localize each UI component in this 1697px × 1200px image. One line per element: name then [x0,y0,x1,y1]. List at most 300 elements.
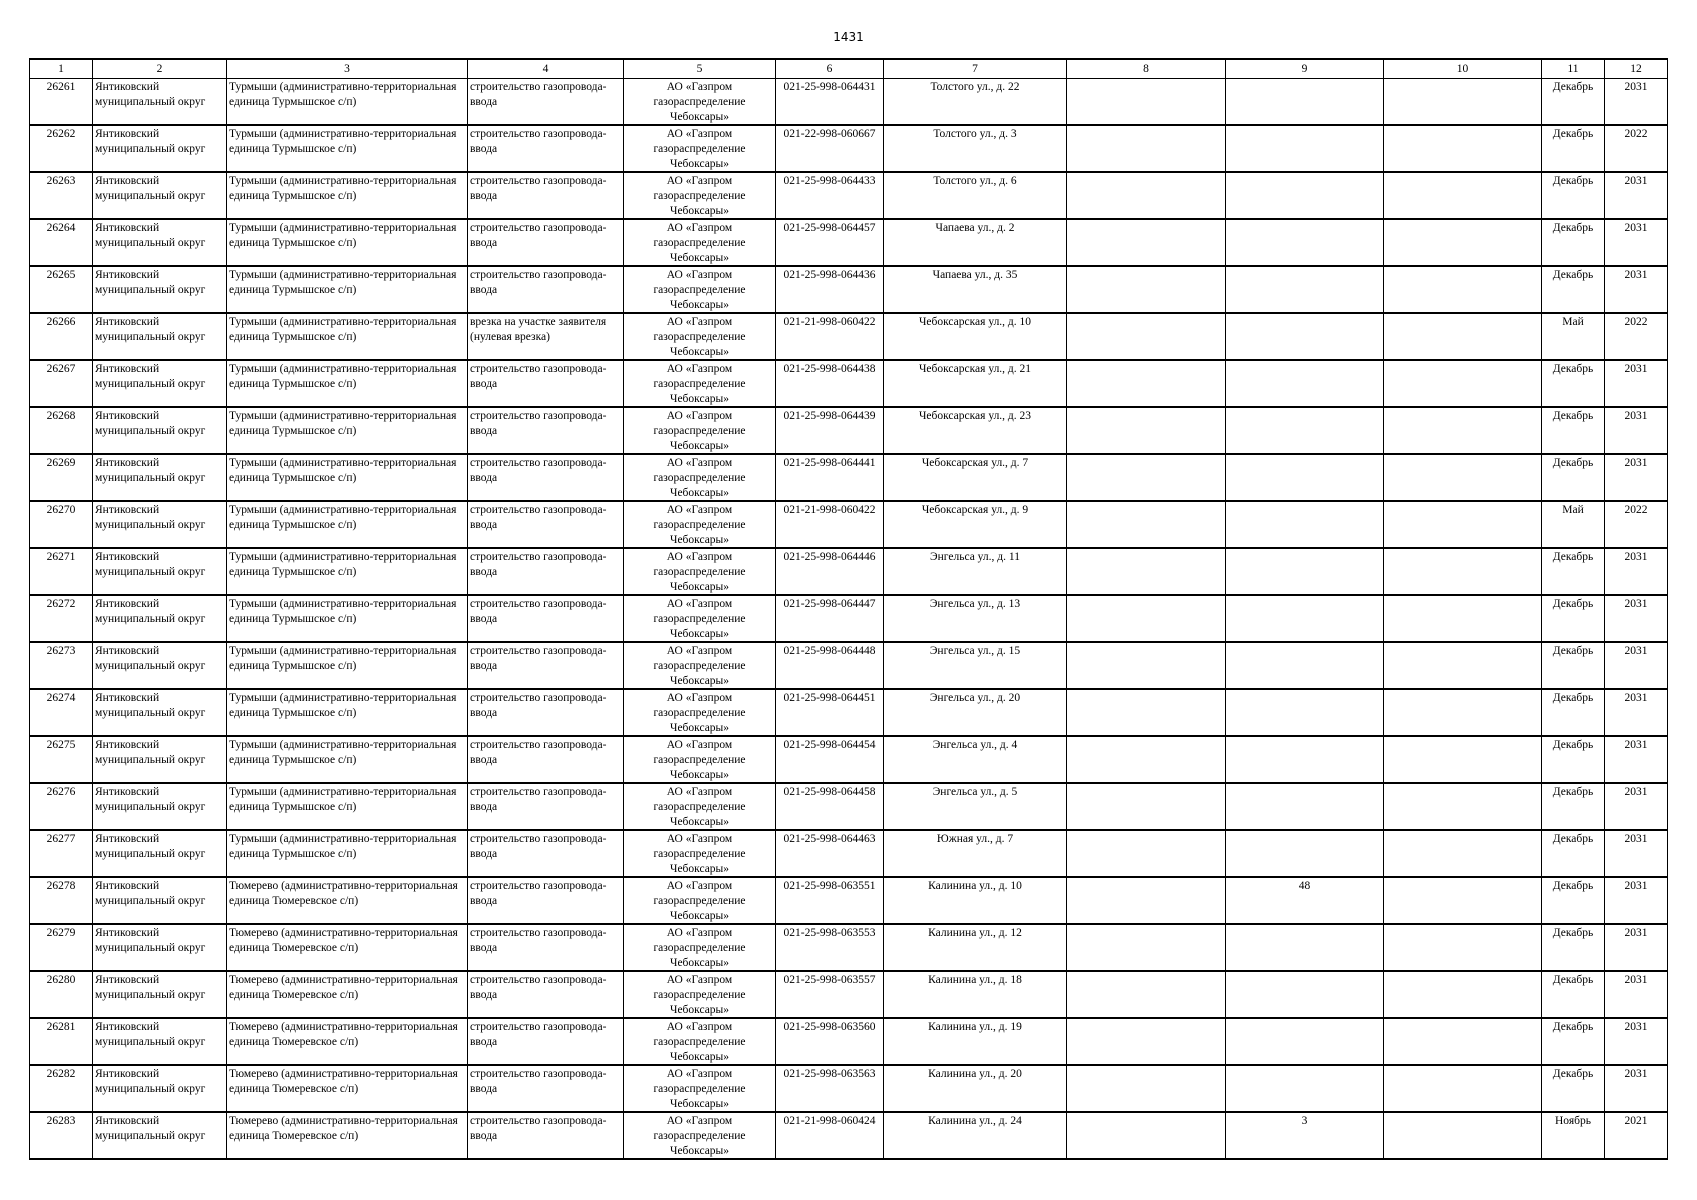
settlement-cell: Турмыши (административно-территориальная единица Турмышское с/п) [227,642,468,689]
month-cell: Декабрь [1542,266,1605,313]
organization-cell [624,548,776,595]
column-9-cell [1226,407,1384,454]
address-cell: Калинина ул., д. 18 [884,971,1067,1018]
row-number-cell: 26273 [30,642,93,689]
year-cell: 2022 [1605,313,1668,360]
district-cell: Янтиковский муниципальный округ [93,642,227,689]
organization-text: АО «Газпром газораспределение Чебоксары» [653,739,746,781]
organization-cell [624,924,776,971]
organization-cell [624,1065,776,1112]
table-row [30,971,1668,1018]
address-cell: Чапаева ул., д. 35 [884,266,1067,313]
column-10-cell [1384,1065,1542,1112]
column-10-cell [1384,548,1542,595]
column-9-cell [1226,313,1384,360]
table-row [30,642,1668,689]
organization-cell [624,219,776,266]
table-row [30,1065,1668,1112]
address-cell: Чебоксарская ул., д. 10 [884,313,1067,360]
district-cell: Янтиковский муниципальный округ [93,924,227,971]
code-cell: 021-25-998-064433 [776,172,884,219]
column-8-cell [1067,219,1226,266]
organization-cell [624,125,776,172]
row-number-cell: 26272 [30,595,93,642]
year-cell: 2031 [1605,548,1668,595]
organization-text: АО «Газпром газораспределение Чебоксары» [653,692,746,734]
year-cell: 2031 [1605,1065,1668,1112]
district-cell: Янтиковский муниципальный округ [93,219,227,266]
address-cell: Чебоксарская ул., д. 23 [884,407,1067,454]
settlement-cell: Тюмерево (административно-территориальная единица Тюмеревское с/п) [227,924,468,971]
column-header: 7 [884,59,1067,79]
table-row [30,501,1668,548]
column-10-cell [1384,736,1542,783]
district-cell: Янтиковский муниципальный округ [93,830,227,877]
district-cell: Янтиковский муниципальный округ [93,1112,227,1159]
address-cell: Чебоксарская ул., д. 7 [884,454,1067,501]
column-9-cell [1226,79,1384,126]
organization-text: АО «Газпром газораспределение Чебоксары» [653,128,746,170]
year-cell: 2031 [1605,924,1668,971]
district-cell: Янтиковский муниципальный округ [93,407,227,454]
address-cell: Калинина ул., д. 24 [884,1112,1067,1159]
organization-text: АО «Газпром газораспределение Чебоксары» [653,222,746,264]
district-cell: Янтиковский муниципальный округ [93,1065,227,1112]
address-cell: Энгельса ул., д. 5 [884,783,1067,830]
row-number-cell: 26280 [30,971,93,1018]
row-number-cell: 26265 [30,266,93,313]
organization-text: АО «Газпром газораспределение Чебоксары» [653,457,746,499]
code-cell: 021-25-998-064458 [776,783,884,830]
row-number-cell: 26262 [30,125,93,172]
column-10-cell [1384,1112,1542,1159]
table-row [30,407,1668,454]
work-type-cell: строительство газопровода-ввода [468,548,624,595]
settlement-cell: Турмыши (административно-территориальная единица Турмышское с/п) [227,736,468,783]
month-cell: Декабрь [1542,689,1605,736]
address-cell: Чапаева ул., д. 2 [884,219,1067,266]
row-number-cell: 26276 [30,783,93,830]
column-10-cell [1384,595,1542,642]
address-cell: Калинина ул., д. 20 [884,1065,1067,1112]
organization-text: АО «Газпром газораспределение Чебоксары» [653,551,746,593]
month-cell: Декабрь [1542,79,1605,126]
code-cell: 021-22-998-060667 [776,125,884,172]
organization-text: АО «Газпром газораспределение Чебоксары» [653,81,746,123]
column-8-cell [1067,736,1226,783]
year-cell: 2031 [1605,595,1668,642]
table-row [30,1112,1668,1159]
organization-cell [624,1112,776,1159]
code-cell: 021-25-998-064454 [776,736,884,783]
work-type-cell: строительство газопровода-ввода [468,407,624,454]
work-type-cell: строительство газопровода-ввода [468,1018,624,1065]
month-cell: Декабрь [1542,783,1605,830]
organization-text: АО «Газпром газораспределение Чебоксары» [653,316,746,358]
table-row [30,736,1668,783]
row-number-cell: 26264 [30,219,93,266]
column-8-cell [1067,360,1226,407]
code-cell: 021-21-998-060424 [776,1112,884,1159]
organization-cell [624,783,776,830]
district-cell: Янтиковский муниципальный округ [93,79,227,126]
month-cell: Декабрь [1542,971,1605,1018]
table-row [30,877,1668,924]
column-8-cell [1067,172,1226,219]
column-header: 9 [1226,59,1384,79]
code-cell: 021-21-998-060422 [776,501,884,548]
column-8-cell [1067,501,1226,548]
row-number-cell: 26263 [30,172,93,219]
month-cell: Декабрь [1542,407,1605,454]
organization-cell [624,454,776,501]
year-cell: 2031 [1605,79,1668,126]
row-number-cell: 26281 [30,1018,93,1065]
column-header: 6 [776,59,884,79]
column-8-cell [1067,642,1226,689]
code-cell: 021-25-998-064446 [776,548,884,595]
column-8-cell [1067,313,1226,360]
column-9-cell [1226,924,1384,971]
table-row [30,313,1668,360]
code-cell: 021-25-998-064447 [776,595,884,642]
column-10-cell [1384,924,1542,971]
code-cell: 021-25-998-064448 [776,642,884,689]
settlement-cell: Турмыши (административно-территориальная единица Турмышское с/п) [227,219,468,266]
month-cell: Декабрь [1542,595,1605,642]
column-9-cell [1226,125,1384,172]
settlement-cell: Турмыши (административно-территориальная единица Турмышское с/п) [227,689,468,736]
column-9-cell [1226,266,1384,313]
table-row [30,266,1668,313]
settlement-cell: Турмыши (административно-территориальная единица Турмышское с/п) [227,407,468,454]
settlement-cell: Турмыши (административно-территориальная единица Турмышское с/п) [227,172,468,219]
month-cell: Декабрь [1542,125,1605,172]
code-cell: 021-25-998-064439 [776,407,884,454]
settlement-cell: Турмыши (административно-территориальная единица Турмышское с/п) [227,595,468,642]
organization-cell [624,830,776,877]
work-type-cell: строительство газопровода-ввода [468,360,624,407]
column-9-cell [1226,454,1384,501]
work-type-cell: строительство газопровода-ввода [468,219,624,266]
work-type-cell: строительство газопровода-ввода [468,689,624,736]
organization-text: АО «Газпром газораспределение Чебоксары» [653,1021,746,1063]
code-cell: 021-25-998-064441 [776,454,884,501]
address-cell: Калинина ул., д. 10 [884,877,1067,924]
row-number-cell: 26269 [30,454,93,501]
table-row [30,783,1668,830]
settlement-cell: Тюмерево (административно-территориальная единица Тюмеревское с/п) [227,1112,468,1159]
year-cell: 2031 [1605,642,1668,689]
column-header: 8 [1067,59,1226,79]
column-10-cell [1384,642,1542,689]
column-header: 1 [30,59,93,79]
settlement-cell: Турмыши (административно-территориальная единица Турмышское с/п) [227,830,468,877]
table-row [30,548,1668,595]
row-number-cell: 26268 [30,407,93,454]
address-cell: Энгельса ул., д. 13 [884,595,1067,642]
organization-text: АО «Газпром газораспределение Чебоксары» [653,410,746,452]
column-10-cell [1384,783,1542,830]
table-row [30,79,1668,126]
row-number-cell: 26270 [30,501,93,548]
column-10-cell [1384,971,1542,1018]
column-10-cell [1384,830,1542,877]
month-cell: Декабрь [1542,454,1605,501]
row-number-cell: 26279 [30,924,93,971]
row-number-cell: 26266 [30,313,93,360]
address-cell: Толстого ул., д. 22 [884,79,1067,126]
row-number-cell: 26283 [30,1112,93,1159]
table-row [30,924,1668,971]
year-cell: 2021 [1605,1112,1668,1159]
column-9-cell [1226,548,1384,595]
column-9-cell [1226,360,1384,407]
column-10-cell [1384,407,1542,454]
address-cell: Энгельса ул., д. 4 [884,736,1067,783]
organization-cell [624,1018,776,1065]
column-10-cell [1384,877,1542,924]
column-9-cell [1226,501,1384,548]
column-10-cell [1384,172,1542,219]
year-cell: 2031 [1605,454,1668,501]
month-cell: Декабрь [1542,924,1605,971]
table-row [30,219,1668,266]
column-9-cell [1226,689,1384,736]
work-type-cell: строительство газопровода-ввода [468,1065,624,1112]
organization-text: АО «Газпром газораспределение Чебоксары» [653,786,746,828]
row-number-cell: 26271 [30,548,93,595]
settlement-cell: Тюмерево (административно-территориальная единица Тюмеревское с/п) [227,1065,468,1112]
code-cell: 021-25-998-064451 [776,689,884,736]
district-cell: Янтиковский муниципальный округ [93,172,227,219]
column-8-cell [1067,783,1226,830]
month-cell: Декабрь [1542,642,1605,689]
column-9-cell [1226,172,1384,219]
column-header: 10 [1384,59,1542,79]
column-9-cell [1226,219,1384,266]
month-cell: Декабрь [1542,830,1605,877]
address-cell: Калинина ул., д. 19 [884,1018,1067,1065]
column-9-cell [1226,736,1384,783]
column-8-cell [1067,407,1226,454]
column-header: 4 [468,59,624,79]
year-cell: 2031 [1605,172,1668,219]
district-cell: Янтиковский муниципальный округ [93,548,227,595]
column-10-cell [1384,454,1542,501]
work-type-cell: строительство газопровода-ввода [468,172,624,219]
page-number: 1431 [833,30,864,44]
settlement-cell: Турмыши (административно-территориальная единица Турмышское с/п) [227,501,468,548]
column-header: 2 [93,59,227,79]
table-row [30,454,1668,501]
work-type-cell: строительство газопровода-ввода [468,971,624,1018]
district-cell: Янтиковский муниципальный округ [93,1018,227,1065]
work-type-cell: строительство газопровода-ввода [468,79,624,126]
address-cell: Энгельса ул., д. 20 [884,689,1067,736]
column-header: 11 [1542,59,1605,79]
registry-table [29,58,1668,1160]
column-9-cell [1226,1065,1384,1112]
work-type-cell: строительство газопровода-ввода [468,924,624,971]
column-9-cell: 48 [1226,877,1384,924]
row-number-cell: 26278 [30,877,93,924]
column-10-cell [1384,219,1542,266]
district-cell: Янтиковский муниципальный округ [93,454,227,501]
code-cell: 021-25-998-063557 [776,971,884,1018]
column-8-cell [1067,595,1226,642]
column-10-cell [1384,313,1542,360]
table-row [30,595,1668,642]
column-8-cell [1067,454,1226,501]
month-cell: Декабрь [1542,548,1605,595]
year-cell: 2031 [1605,877,1668,924]
table-row [30,830,1668,877]
work-type-cell: строительство газопровода-ввода [468,1112,624,1159]
district-cell: Янтиковский муниципальный округ [93,689,227,736]
address-cell: Толстого ул., д. 6 [884,172,1067,219]
organization-text: АО «Газпром газораспределение Чебоксары» [653,363,746,405]
month-cell: Ноябрь [1542,1112,1605,1159]
work-type-cell: строительство газопровода-ввода [468,454,624,501]
work-type-cell: строительство газопровода-ввода [468,783,624,830]
code-cell: 021-25-998-064438 [776,360,884,407]
organization-cell [624,79,776,126]
row-number-cell: 26282 [30,1065,93,1112]
settlement-cell: Турмыши (административно-территориальная единица Турмышское с/п) [227,313,468,360]
year-cell: 2031 [1605,736,1668,783]
district-cell: Янтиковский муниципальный округ [93,595,227,642]
row-number-cell: 26277 [30,830,93,877]
table-row [30,1018,1668,1065]
work-type-cell: врезка на участке заявителя (нулевая врезка) [468,313,624,360]
district-cell: Янтиковский муниципальный округ [93,971,227,1018]
year-cell: 2031 [1605,971,1668,1018]
year-cell: 2031 [1605,266,1668,313]
column-9-cell [1226,595,1384,642]
table-body [30,79,1668,1160]
organization-text: АО «Газпром газораспределение Чебоксары» [653,504,746,546]
address-cell: Энгельса ул., д. 11 [884,548,1067,595]
district-cell: Янтиковский муниципальный округ [93,313,227,360]
row-number-cell: 26261 [30,79,93,126]
column-8-cell [1067,548,1226,595]
organization-text: АО «Газпром газораспределение Чебоксары» [653,974,746,1016]
organization-text: АО «Газпром газораспределение Чебоксары» [653,175,746,217]
district-cell: Янтиковский муниципальный округ [93,501,227,548]
settlement-cell: Турмыши (административно-территориальная единица Турмышское с/п) [227,266,468,313]
column-8-cell [1067,924,1226,971]
month-cell: Декабрь [1542,736,1605,783]
district-cell: Янтиковский муниципальный округ [93,125,227,172]
column-9-cell [1226,971,1384,1018]
work-type-cell: строительство газопровода-ввода [468,125,624,172]
organization-text: АО «Газпром газораспределение Чебоксары» [653,880,746,922]
organization-text: АО «Газпром газораспределение Чебоксары» [653,927,746,969]
column-10-cell [1384,689,1542,736]
work-type-cell: строительство газопровода-ввода [468,266,624,313]
year-cell: 2031 [1605,1018,1668,1065]
month-cell: Май [1542,313,1605,360]
settlement-cell: Тюмерево (административно-территориальная единица Тюмеревское с/п) [227,877,468,924]
organization-cell [624,595,776,642]
column-header: 12 [1605,59,1668,79]
code-cell: 021-25-998-063551 [776,877,884,924]
column-header: 5 [624,59,776,79]
month-cell: Декабрь [1542,1065,1605,1112]
column-8-cell [1067,1018,1226,1065]
work-type-cell: строительство газопровода-ввода [468,501,624,548]
table-row [30,689,1668,736]
row-number-cell: 26274 [30,689,93,736]
column-10-cell [1384,125,1542,172]
address-cell: Энгельса ул., д. 15 [884,642,1067,689]
row-number-cell: 26267 [30,360,93,407]
column-8-cell [1067,830,1226,877]
column-8-cell [1067,1065,1226,1112]
work-type-cell: строительство газопровода-ввода [468,595,624,642]
organization-cell [624,266,776,313]
column-8-cell [1067,877,1226,924]
month-cell: Декабрь [1542,877,1605,924]
year-cell: 2022 [1605,125,1668,172]
year-cell: 2031 [1605,689,1668,736]
code-cell: 021-25-998-064457 [776,219,884,266]
column-9-cell: 3 [1226,1112,1384,1159]
month-cell: Декабрь [1542,360,1605,407]
month-cell: Май [1542,501,1605,548]
work-type-cell: строительство газопровода-ввода [468,830,624,877]
year-cell: 2031 [1605,830,1668,877]
organization-cell [624,877,776,924]
column-header: 3 [227,59,468,79]
settlement-cell: Турмыши (административно-территориальная единица Турмышское с/п) [227,360,468,407]
column-10-cell [1384,266,1542,313]
code-cell: 021-21-998-060422 [776,313,884,360]
address-cell: Толстого ул., д. 3 [884,125,1067,172]
column-8-cell [1067,689,1226,736]
district-cell: Янтиковский муниципальный округ [93,783,227,830]
organization-cell [624,501,776,548]
organization-cell [624,313,776,360]
organization-cell [624,642,776,689]
code-cell: 021-25-998-064436 [776,266,884,313]
code-cell: 021-25-998-064431 [776,79,884,126]
month-cell: Декабрь [1542,1018,1605,1065]
column-10-cell [1384,1018,1542,1065]
code-cell: 021-25-998-064463 [776,830,884,877]
organization-cell [624,407,776,454]
code-cell: 021-25-998-063560 [776,1018,884,1065]
organization-text: АО «Газпром газораспределение Чебоксары» [653,645,746,687]
organization-text: АО «Газпром газораспределение Чебоксары» [653,269,746,311]
year-cell: 2031 [1605,219,1668,266]
table-row [30,360,1668,407]
year-cell: 2022 [1605,501,1668,548]
address-cell: Южная ул., д. 7 [884,830,1067,877]
organization-text: АО «Газпром газораспределение Чебоксары» [653,833,746,875]
column-9-cell [1226,1018,1384,1065]
year-cell: 2031 [1605,783,1668,830]
organization-text: АО «Газпром газораспределение Чебоксары» [653,1068,746,1110]
organization-cell [624,172,776,219]
column-9-cell [1226,783,1384,830]
column-10-cell [1384,79,1542,126]
table-row [30,125,1668,172]
table-row [30,172,1668,219]
address-cell: Чебоксарская ул., д. 21 [884,360,1067,407]
month-cell: Декабрь [1542,172,1605,219]
